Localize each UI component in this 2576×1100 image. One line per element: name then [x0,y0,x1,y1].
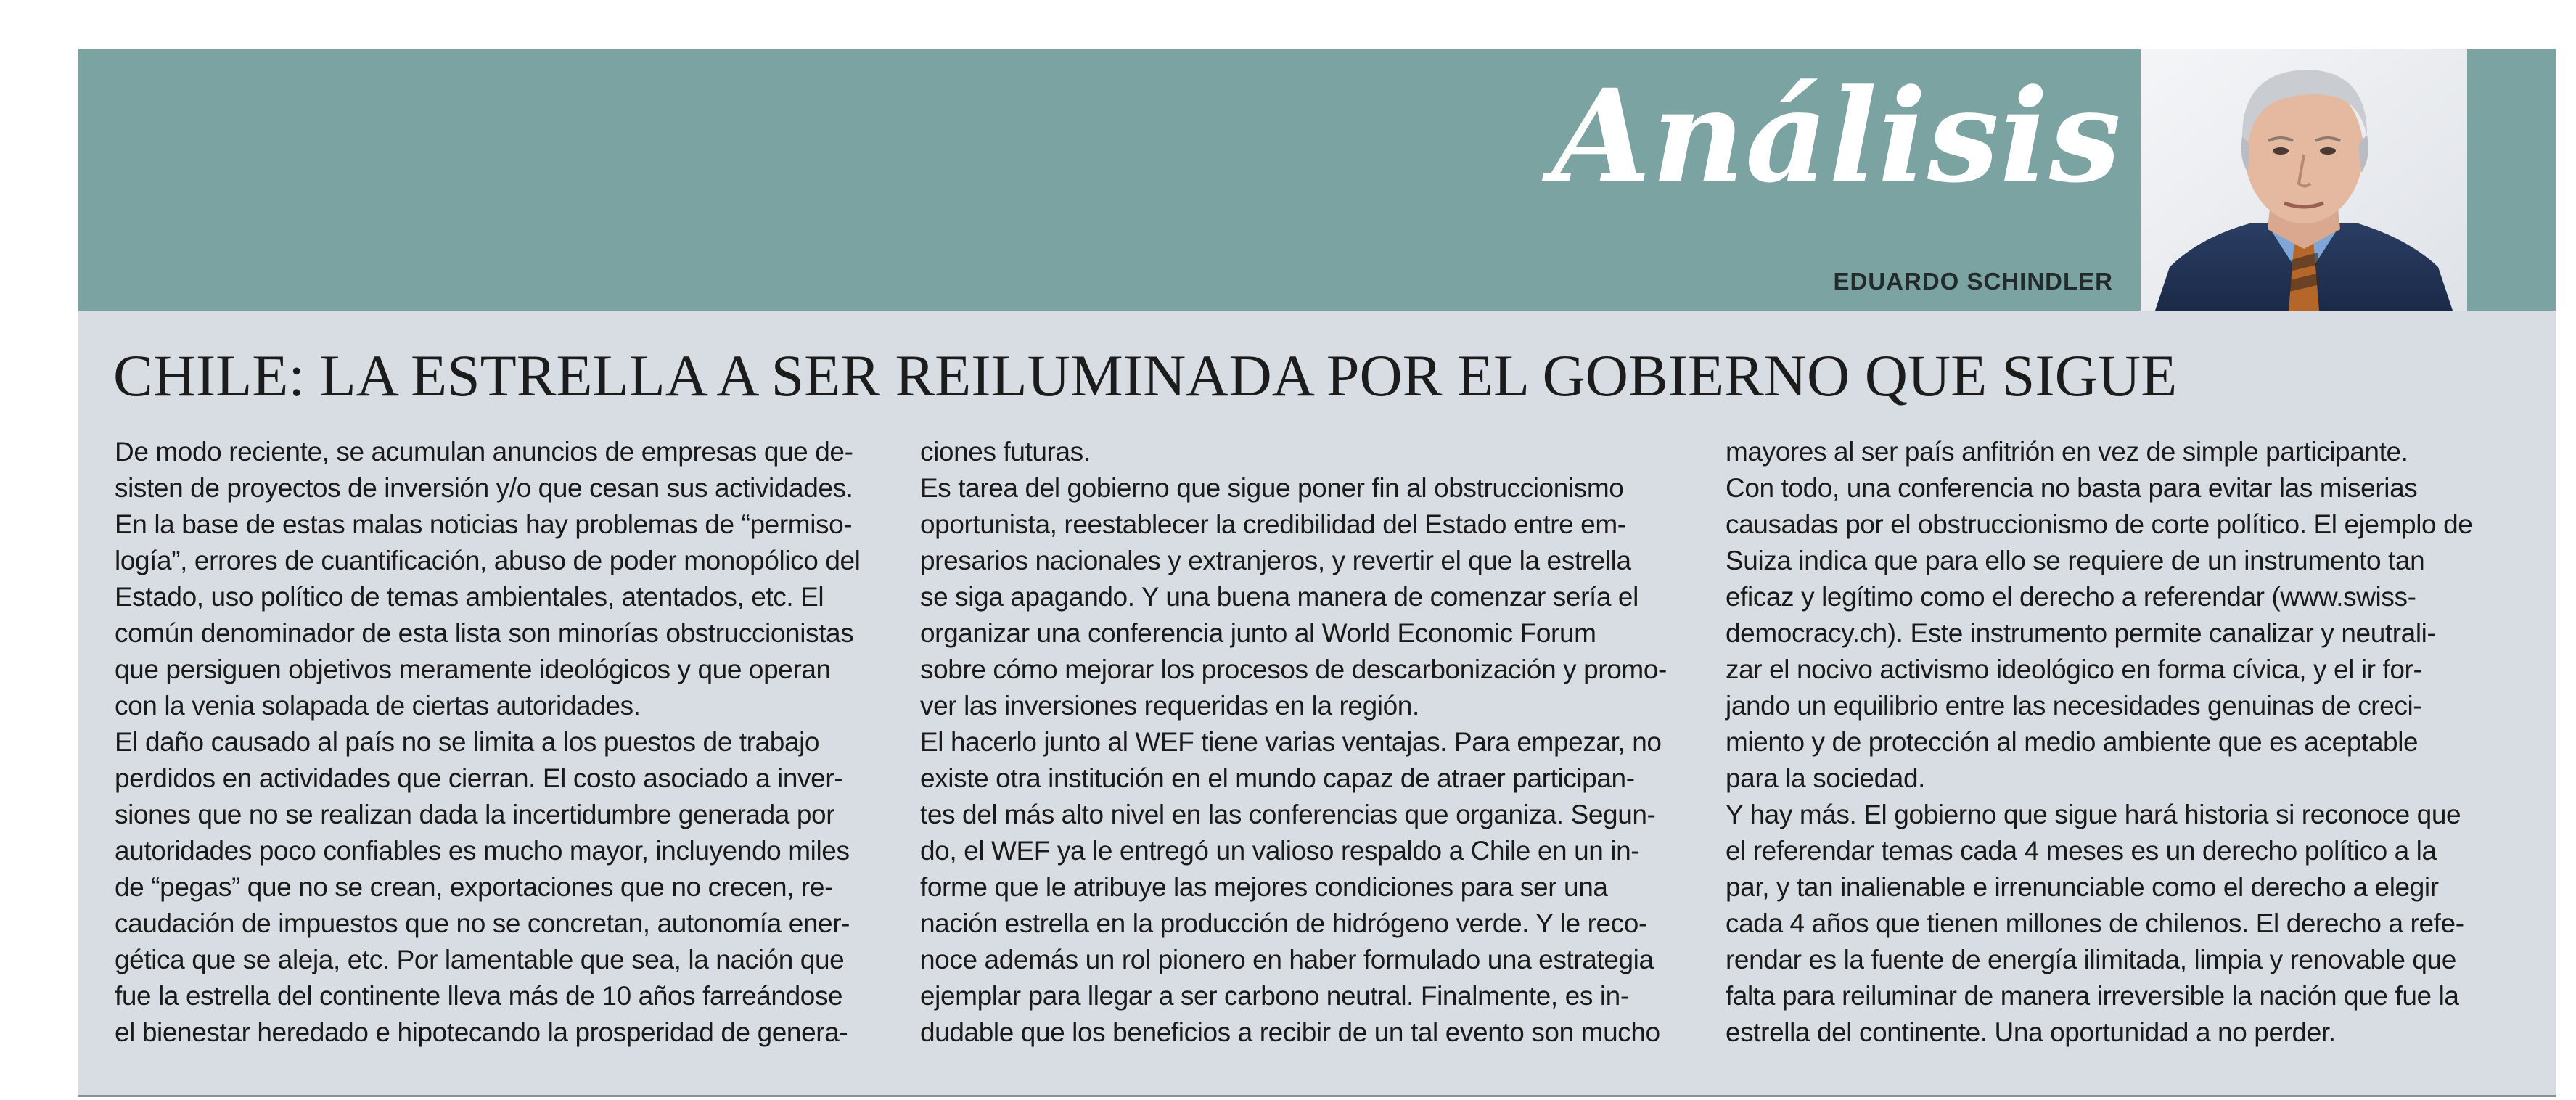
text-line: falta para reiluminar de manera irreversible la nación que fue la [1726,981,2459,1011]
text-line: perdidos en actividades que cierran. El costo asociado a inver- [115,763,843,793]
text-line: De modo reciente, se acumulan anuncios de empresas que de- [115,437,853,467]
text-line: Estado, uso político de temas ambientales, atentados, etc. El [115,582,824,612]
text-line: Suiza indica que para ello se requiere de un instrumento tan [1726,546,2425,575]
text-line: rendar es la fuente de energía ilimitada, limpia y renovable que [1726,945,2456,974]
text-line: de “pegas” que no se crean, exportaciones que no crecen, re- [115,872,834,902]
text-line: que persiguen objetivos meramente ideológicos y que operan [115,654,831,684]
text-line: El hacerlo junto al WEF tiene varias ventajas. Para empezar, no [920,727,1662,757]
text-line: Es tarea del gobierno que sigue poner fin al obstruccionismo [920,473,1624,503]
text-line: eficaz y legítimo como el derecho a referendar (www.swiss- [1726,582,2416,612]
text-line: ejemplar para llegar a ser carbono neutral. Finalmente, es in- [920,981,1629,1011]
header-banner [78,49,2556,311]
text-line: con la venia solapada de ciertas autoridades. [115,691,641,721]
text-line: estrella del continente. Una oportunidad a no perder. [1726,1017,2336,1047]
text-line: tes del más alto nivel en las conferencias que organiza. Segun- [920,800,1656,829]
author-name: EDUARDO SCHINDLER [1833,268,2113,295]
text-line: común denominador de esta lista son minorías obstruccionistas [115,618,854,648]
text-line: causadas por el obstruccionismo de corte político. El ejemplo de [1726,509,2473,539]
text-line: forme que le atribuye las mejores condiciones para ser una [920,872,1608,902]
headline: CHILE: LA ESTRELLA A SER REILUMINADA POR EL GOBIERNO QUE SIGUE [113,342,2178,409]
text-line: oportunista, reestablecer la credibilidad del Estado entre em- [920,509,1626,539]
text-line: caudación de impuestos que no se concretan, autonomía ener- [115,908,850,938]
text-line: logía”, errores de cuantificación, abuso de poder monopólico del [115,546,861,575]
text-line: autoridades poco confiables es mucho mayor, incluyendo miles [115,836,850,866]
article-panel [78,49,2556,1097]
text-line: do, el WEF ya le entregó un valioso respaldo a Chile en un in- [920,836,1640,866]
text-line: gética que se aleja, etc. Por lamentable que sea, la nación que [115,945,845,974]
text-line: para la sociedad. [1726,763,1925,793]
text-line: zar el nocivo activismo ideológico en forma cívica, y el ir for- [1726,654,2422,684]
text-line: miento y de protección al medio ambiente que es aceptable [1726,727,2419,757]
text-line: sisten de proyectos de inversión y/o que cesan sus actividades. [115,473,853,503]
text-line: Y hay más. El gobierno que sigue hará historia si reconoce que [1726,800,2461,829]
article-column-3 [1726,434,2495,1051]
text-line: fue la estrella del continente lleva más de 10 años farreándose [115,981,843,1011]
text-line: par, y tan inalienable e irrenunciable como el derecho a elegir [1726,872,2439,902]
text-line: el bienestar heredado e hipotecando la prosperidad de genera- [115,1017,848,1047]
text-line: mayores al ser país anfitrión en vez de simple participante. [1726,437,2408,467]
text-line: sobre cómo mejorar los procesos de descarbonización y promo- [920,654,1667,684]
text-line: El daño causado al país no se limita a los puestos de trabajo [115,727,820,757]
text-line: existe otra institución en el mundo capaz de atraer participan- [920,763,1635,793]
author-portrait [2141,49,2467,311]
text-line: noce además un rol pionero en haber formulado una estrategia [920,945,1654,974]
text-line: En la base de estas malas noticias hay problemas de “permiso- [115,509,853,539]
article-column-2 [920,434,1689,1051]
text-line: cada 4 años que tienen millones de chilenos. El derecho a refe- [1726,908,2464,938]
text-line: se siga apagando. Y una buena manera de comenzar sería el [920,582,1638,612]
text-line: el referendar temas cada 4 meses es un derecho político a la [1726,836,2437,866]
text-line: ver las inversiones requeridas en la región. [920,691,1419,721]
text-line: Con todo, una conferencia no basta para evitar las miserias [1726,473,2418,503]
text-line: democracy.ch). Este instrumento permite canalizar y neutrali- [1726,618,2436,648]
text-line: presarios nacionales y extranjeros, y revertir el que la estrella [920,546,1631,575]
text-line: organizar una conferencia junto al World Economic Forum [920,618,1596,648]
article-column-1 [115,434,884,1051]
section-title: Análisis [1551,61,2122,211]
text-line: dudable que los beneficios a recibir de un tal evento son mucho [920,1017,1660,1047]
text-line: siones que no se realizan dada la incertidumbre generada por [115,800,835,829]
text-line: ciones futuras. [920,437,1091,467]
text-line: nación estrella en la producción de hidrógeno verde. Y le reco- [920,908,1647,938]
text-line: jando un equilibrio entre las necesidades genuinas de creci- [1726,691,2422,721]
